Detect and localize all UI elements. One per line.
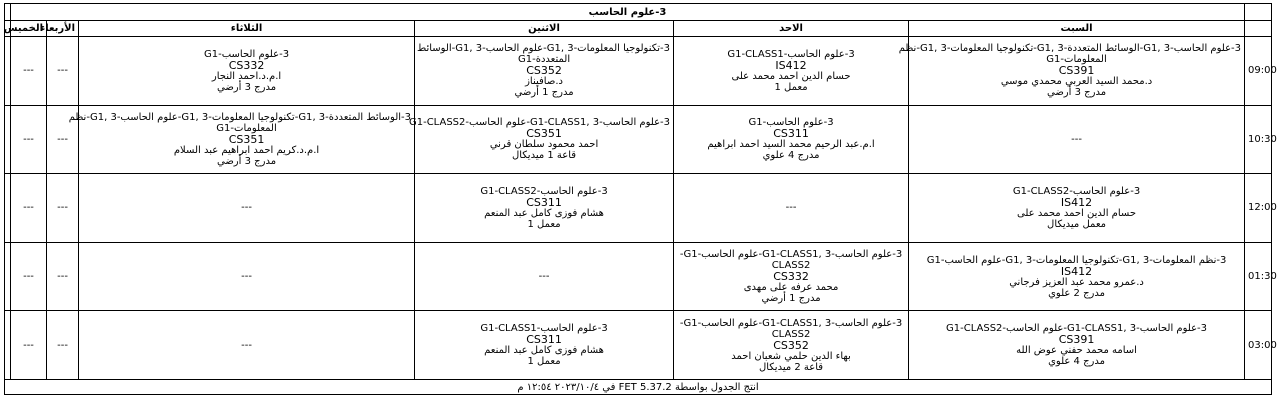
- session-line: مدرج 3 أرضي: [216, 155, 277, 167]
- day-header: الثلاثاء: [79, 21, 415, 37]
- class-session: [79, 37, 415, 106]
- row-edge: [5, 105, 11, 174]
- session-line: CS352: [526, 64, 562, 78]
- session-line: احمد محمود سلطان قرني: [489, 139, 599, 151]
- row-edge: [5, 174, 11, 243]
- session-line: CLASS2: [771, 260, 811, 272]
- empty-slot: ---: [47, 242, 79, 311]
- day-header: الأربعاء: [47, 21, 79, 37]
- class-session: [415, 174, 674, 243]
- session-line: 3-علوم الحاسب-G1-CLASS2: [1012, 185, 1141, 197]
- session-line: د.صافيناز: [525, 76, 563, 88]
- empty-slot: ---: [11, 174, 47, 243]
- time-slot: 12:00: [1245, 174, 1272, 243]
- time-slot: 09:00: [1245, 37, 1272, 106]
- session-line: 3-علوم الحاسب-3 ,G1-CLASS1-علوم الحاسب-G1-CLASS2: [946, 323, 1208, 335]
- session-line: CS391: [1058, 333, 1095, 347]
- row-edge: [5, 242, 11, 311]
- session-line: CS332: [773, 270, 809, 284]
- empty-slot: ---: [47, 174, 79, 243]
- time-column-header: [1245, 21, 1272, 37]
- title-row-spacer: [1245, 4, 1272, 21]
- time-slot: 01:30: [1245, 242, 1272, 311]
- session-line: قاعة 2 ميديكال: [758, 361, 824, 373]
- session-line: محمد عرفه على مهدى: [743, 282, 839, 294]
- session-line: 3-علوم الحاسب-G1-CLASS2: [480, 185, 608, 197]
- timetable: [3, 3, 1277, 395]
- session-line: 3-تكنولوجيا المعلومات-3 ,G1-علوم الحاسب-3 ,G1-الوسائط: [416, 43, 671, 55]
- session-line: CLASS2: [771, 328, 811, 340]
- session-line: مدرج 4 علوي: [762, 150, 820, 162]
- empty-slot: ---: [47, 105, 79, 174]
- session-line: هشام فوزى كامل عبد المنعم: [484, 207, 604, 219]
- session-line: ا.م.د.كريم احمد ابراهيم عبد السلام: [173, 144, 320, 156]
- session-line: 3-علوم الحاسب-G1: [204, 48, 290, 60]
- session-line: CS351: [526, 127, 562, 141]
- empty-slot: ---: [909, 105, 1245, 174]
- session-line: 3-علوم الحاسب-G1-CLASS1: [727, 48, 855, 60]
- day-header: الخميس: [11, 21, 47, 37]
- session-line: هشام فوزى كامل عبد المنعم: [484, 345, 604, 357]
- class-session: [898, 37, 1245, 106]
- timetable-row: [5, 242, 1272, 311]
- class-session: [674, 105, 909, 174]
- session-line: مدرج 2 علوي: [1048, 287, 1105, 299]
- class-session: [68, 105, 415, 174]
- session-line: IS412: [1060, 264, 1093, 278]
- session-line: معمل 1: [527, 356, 561, 368]
- empty-slot: ---: [11, 311, 47, 380]
- session-line: CS352: [773, 338, 809, 352]
- class-session: [909, 242, 1245, 311]
- session-line: مدرج 3 أرضي: [1046, 87, 1107, 99]
- session-line: CS332: [228, 58, 265, 72]
- session-line: ا.م.عبد الرحيم محمد السيد احمد ابراهيم: [707, 139, 875, 151]
- session-line: IS412: [775, 58, 807, 72]
- time-slot: 10:30: [1245, 105, 1272, 174]
- session-line: ا.م.د.احمد النجار: [211, 70, 282, 82]
- session-line: حسام الدين احمد محمد على: [731, 70, 851, 82]
- empty-slot: ---: [47, 37, 79, 106]
- class-session: [415, 37, 674, 106]
- class-session: [674, 37, 909, 106]
- time-slot: 03:00: [1245, 311, 1272, 380]
- timetable-row: [5, 105, 1272, 174]
- session-line: CS311: [526, 195, 562, 209]
- session-line: اسامه محمد حفني عوض الله: [1016, 345, 1137, 357]
- session-line: 3-نظم المعلومات-3 ,G1-تكنولوجيا المعلومات-3 ,G1-علوم الحاسب-G1: [926, 254, 1227, 266]
- class-session: [909, 174, 1245, 243]
- session-line: د.محمد السيد العربي محمدي موسي: [1000, 76, 1153, 88]
- session-line: المعلومات-G1: [216, 122, 277, 134]
- session-line: المعلومات-G1: [1046, 54, 1107, 66]
- session-line: 3-علوم الحاسب-3 ,G1-الوسائط المتعددة-3 ,G1-تكنولوجيا المعلومات-3 ,G1-نظم: [898, 43, 1242, 55]
- empty-slot: ---: [79, 242, 415, 311]
- empty-slot: ---: [79, 311, 415, 380]
- timetable-row: [5, 174, 1272, 243]
- session-line: حسام الدين احمد محمد على: [1017, 207, 1137, 219]
- timetable-row: [5, 311, 1272, 380]
- empty-slot: ---: [11, 105, 47, 174]
- session-line: 3-علوم الحاسب-G1-CLASS1: [480, 323, 608, 335]
- timetable-row: [5, 37, 1272, 106]
- day-header: السبت: [909, 21, 1245, 37]
- session-line: المتعددة-G1: [517, 54, 571, 66]
- row-edge: [5, 311, 11, 380]
- session-line: 3-علوم الحاسب-3 ,G1-CLASS1-علوم الحاسب-G1-CLASS2: [408, 117, 671, 129]
- generated-by-footer: انتج الجدول بواسطة FET 5.37.2 في ٢٠٢٣/١٠/٤ ١٢:٥٤ م: [5, 380, 1272, 395]
- session-line: معمل 1: [774, 81, 808, 93]
- session-line: CS351: [228, 132, 265, 146]
- day-header: الاثنين: [415, 21, 674, 37]
- empty-slot: ---: [11, 242, 47, 311]
- session-line: 3-علوم الحاسب-G1: [748, 117, 834, 129]
- class-session: [909, 311, 1245, 380]
- session-line: معمل 1: [527, 218, 561, 230]
- class-session: [674, 242, 909, 311]
- session-line: قاعة 1 ميديكال: [511, 150, 577, 162]
- day-header: الاحد: [674, 21, 909, 37]
- empty-slot: ---: [79, 174, 415, 243]
- empty-slot: ---: [415, 242, 674, 311]
- session-line: CS391: [1058, 64, 1095, 78]
- timetable-title: 3-علوم الحاسب: [11, 4, 1245, 21]
- session-line: CS311: [526, 333, 562, 347]
- session-line: CS311: [773, 127, 809, 141]
- class-session: [674, 311, 909, 380]
- class-session: [408, 105, 674, 174]
- empty-slot: ---: [674, 174, 909, 243]
- empty-slot: ---: [47, 311, 79, 380]
- row-edge: [5, 37, 11, 106]
- class-session: [415, 311, 674, 380]
- session-line: 3-الوسائط المتعددة-3 ,G1-تكنولوجيا المعلومات-3 ,G1-علوم الحاسب-3 ,G1-نظم: [68, 111, 412, 123]
- session-line: مدرج 3 أرضي: [216, 81, 277, 93]
- session-line: معمل ميديكال: [1047, 218, 1107, 230]
- session-line: IS412: [1060, 195, 1093, 209]
- session-line: بهاء الدين حلمي شعبان احمد: [731, 350, 851, 362]
- session-line: مدرج 1 أرضي: [761, 293, 821, 305]
- session-line: د.عمرو محمد عبد العزيز فرجاني: [1009, 276, 1144, 288]
- empty-slot: ---: [11, 37, 47, 106]
- session-line: مدرج 4 علوي: [1048, 356, 1105, 368]
- session-line: 3-علوم الحاسب-3 ,G1-CLASS1-علوم الحاسب-G1-: [679, 317, 903, 329]
- session-line: مدرج 1 أرضي: [514, 87, 574, 99]
- session-line: 3-علوم الحاسب-3 ,G1-CLASS1-علوم الحاسب-G1-: [679, 249, 903, 261]
- title-row-edge: [5, 4, 11, 21]
